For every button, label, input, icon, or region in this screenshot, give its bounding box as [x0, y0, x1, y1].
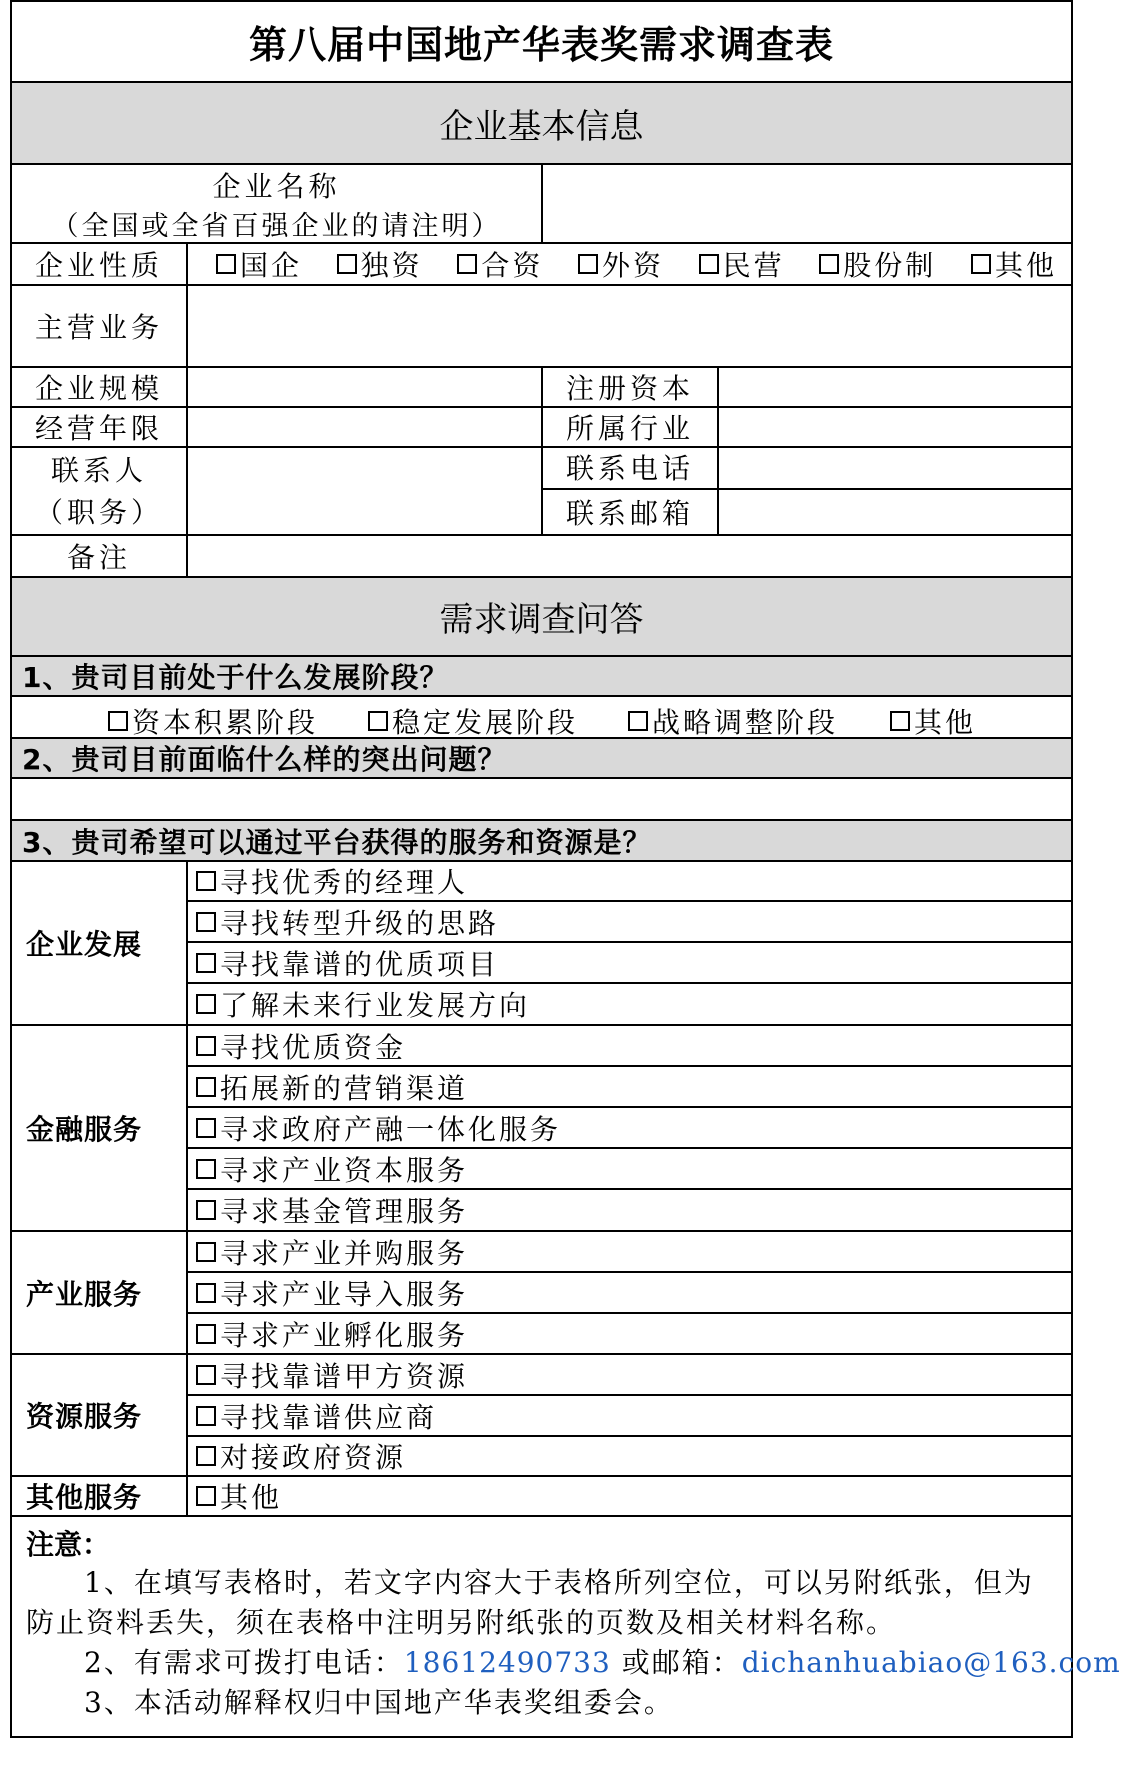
checkbox-icon — [196, 1486, 216, 1506]
stage-option-capital-accumulation[interactable]: 资本积累阶段 — [108, 701, 318, 741]
service-option[interactable]: 寻找靠谱甲方资源 — [188, 1355, 1071, 1394]
nature-options — [188, 244, 1071, 284]
company-name-hint: （全国或全省百强企业的请注明） — [51, 210, 502, 242]
note-line-3: 3、本活动解释权归中国地产华表奖组委会。 — [84, 1686, 674, 1719]
nature-label: 企业性质 — [34, 249, 163, 282]
form-title: 第八届中国地产华表奖需求调查表 — [248, 23, 834, 67]
checkbox-icon — [196, 953, 216, 973]
checkbox-icon — [196, 994, 216, 1014]
checkbox-icon — [337, 254, 357, 274]
category-other-services: 其他服务 — [26, 1481, 143, 1514]
service-option[interactable]: 寻找靠谱供应商 — [188, 1396, 1071, 1435]
company-name-label-cell — [12, 165, 541, 242]
scale-field[interactable] — [188, 368, 541, 406]
service-option[interactable]: 寻求产业并购服务 — [188, 1232, 1071, 1271]
category-enterprise-development: 企业发展 — [26, 928, 143, 961]
years-label: 经营年限 — [34, 412, 163, 445]
nature-option-joint-venture[interactable]: 合资 — [457, 244, 543, 284]
checkbox-icon — [196, 1118, 216, 1138]
stage-option-strategic-adjustment[interactable]: 战略调整阶段 — [628, 701, 838, 741]
section-basic-info: 企业基本信息 — [12, 83, 1071, 163]
checkbox-icon — [196, 1283, 216, 1303]
service-option[interactable]: 寻求产业资本服务 — [188, 1149, 1071, 1188]
checkbox-icon — [196, 871, 216, 891]
company-name-label: 企业名称 — [212, 170, 341, 203]
notes-section — [12, 1517, 1121, 1736]
question-2: 2、贵司目前面临什么样的突出问题？ — [12, 739, 1071, 777]
stage-option-other[interactable]: 其他 — [890, 701, 976, 741]
email-link[interactable]: dichanhuabiao@163.com — [741, 1646, 1121, 1679]
checkbox-icon — [196, 1406, 216, 1426]
survey-form — [10, 0, 1121, 1738]
contact-field[interactable] — [188, 448, 541, 534]
checkbox-icon — [196, 1200, 216, 1220]
checkbox-icon — [108, 711, 128, 731]
checkbox-icon — [457, 254, 477, 274]
checkbox-icon — [628, 711, 648, 731]
service-option[interactable]: 寻找优秀的经理人 — [188, 862, 1071, 900]
industry-field[interactable] — [719, 408, 1071, 446]
service-option[interactable]: 拓展新的营销渠道 — [188, 1067, 1071, 1106]
checkbox-icon — [196, 1077, 216, 1097]
remark-field[interactable] — [188, 536, 1071, 576]
notes-heading: 注意： — [26, 1528, 111, 1561]
industry-label: 所属行业 — [565, 412, 694, 445]
contact-title-label: （职务） — [34, 496, 163, 529]
company-name-field[interactable] — [543, 165, 1071, 242]
category-resource-services: 资源服务 — [26, 1400, 143, 1433]
checkbox-icon — [819, 254, 839, 274]
checkbox-icon — [578, 254, 598, 274]
checkbox-icon — [368, 711, 388, 731]
checkbox-icon — [196, 1324, 216, 1344]
phone-number-link[interactable]: 18612490733 — [403, 1646, 611, 1679]
checkbox-icon — [196, 1036, 216, 1056]
scale-label: 企业规模 — [34, 372, 163, 405]
checkbox-icon — [971, 254, 991, 274]
checkbox-icon — [196, 912, 216, 932]
checkbox-icon — [699, 254, 719, 274]
contact-label: 联系人 — [50, 454, 147, 487]
service-option[interactable]: 寻求产业导入服务 — [188, 1273, 1071, 1312]
note-line-1: 1、在填写表格时，若文字内容大于表格所列空位，可以另附纸张，但为 — [84, 1566, 1034, 1599]
checkbox-icon — [890, 711, 910, 731]
contact-label-cell — [12, 448, 186, 534]
email-label: 联系邮箱 — [565, 497, 694, 530]
question-2-answer-field[interactable] — [12, 779, 1071, 819]
nature-option-shareholding[interactable]: 股份制 — [819, 244, 936, 284]
phone-field[interactable] — [719, 448, 1071, 486]
category-industry-services: 产业服务 — [26, 1277, 143, 1311]
service-option[interactable]: 其他 — [188, 1477, 1071, 1515]
section-survey: 需求调查问答 — [12, 578, 1071, 655]
nature-option-foreign[interactable]: 外资 — [578, 244, 664, 284]
service-option[interactable]: 寻找靠谱的优质项目 — [188, 943, 1071, 982]
nature-option-state-owned[interactable]: 国企 — [216, 244, 302, 284]
question-1: 1、贵司目前处于什么发展阶段？ — [12, 657, 1071, 695]
note-line-1-continued: 防止资料丢失，须在表格中注明另附纸张的页数及相关材料名称。 — [26, 1606, 897, 1639]
question-3: 3、贵司希望可以通过平台获得的服务和资源是？ — [12, 821, 1071, 860]
checkbox-icon — [216, 254, 236, 274]
service-option[interactable]: 寻求产业孵化服务 — [188, 1314, 1071, 1353]
category-financial-services: 金融服务 — [26, 1113, 143, 1146]
question-1-options — [12, 697, 1071, 737]
nature-option-wholly-owned[interactable]: 独资 — [337, 244, 423, 284]
nature-option-private[interactable]: 民营 — [699, 244, 785, 284]
checkbox-icon — [196, 1446, 216, 1466]
capital-label: 注册资本 — [565, 372, 694, 405]
checkbox-icon — [196, 1242, 216, 1262]
service-option[interactable]: 寻求政府产融一体化服务 — [188, 1108, 1071, 1147]
service-option[interactable]: 对接政府资源 — [188, 1437, 1071, 1475]
phone-label: 联系电话 — [565, 452, 694, 485]
nature-option-other[interactable]: 其他 — [971, 244, 1057, 284]
remark-label: 备注 — [66, 541, 131, 574]
checkbox-icon — [196, 1159, 216, 1179]
stage-option-stable-development[interactable]: 稳定发展阶段 — [368, 701, 578, 741]
main-business-field[interactable] — [188, 286, 1071, 366]
service-option[interactable]: 了解未来行业发展方向 — [188, 984, 1071, 1024]
service-option[interactable]: 寻找优质资金 — [188, 1026, 1071, 1065]
checkbox-icon — [196, 1365, 216, 1385]
email-field[interactable] — [719, 490, 1071, 534]
years-field[interactable] — [188, 408, 541, 446]
capital-field[interactable] — [719, 368, 1071, 406]
note-line-2: 2、有需求可拨打电话：18612490733 或邮箱：dichanhuabiao@163.com — [84, 1646, 1121, 1679]
service-option[interactable]: 寻找转型升级的思路 — [188, 902, 1071, 941]
service-option[interactable]: 寻求基金管理服务 — [188, 1190, 1071, 1230]
main-business-label: 主营业务 — [34, 311, 163, 344]
